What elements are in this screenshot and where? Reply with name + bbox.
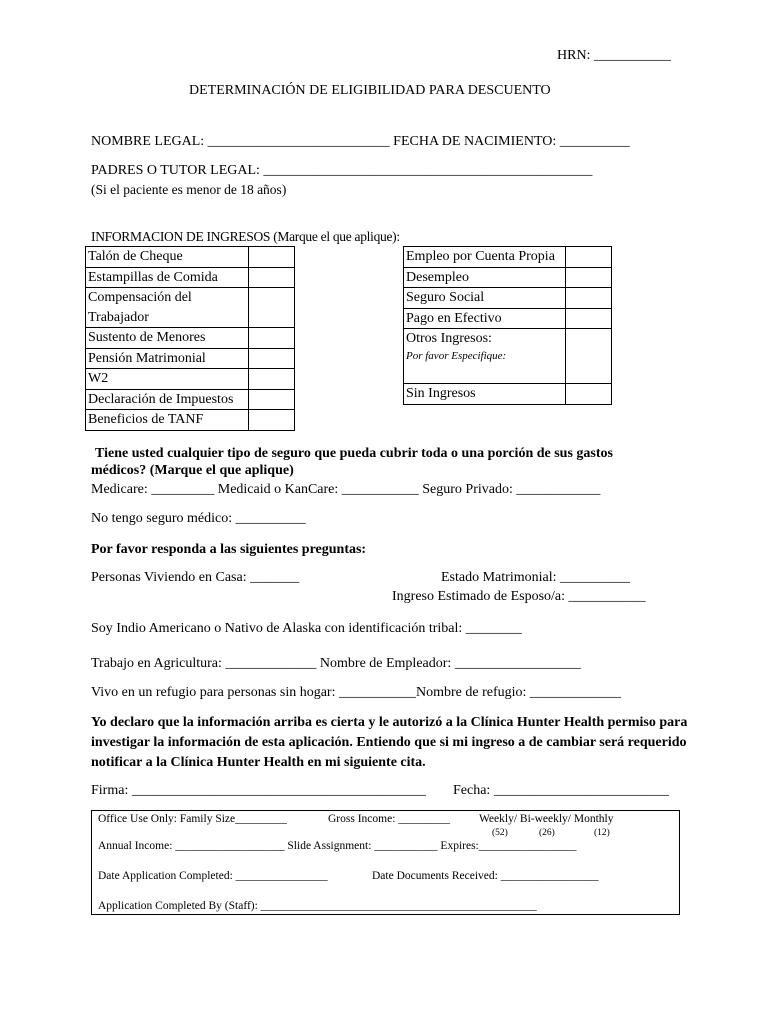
- income-table-left: [85, 246, 295, 431]
- income-row: [404, 267, 612, 288]
- income-row: [86, 288, 295, 328]
- declaration-text: Yo declaro que la información arriba es cierta y le autorizó a la Clínica Hunter Health permiso para investigar la información de esta aplicación. Entiendo que si mi ingreso a de cambiar será requerido notificar a la Clínica Hunter Health en mi siguiente cita.: [91, 715, 688, 770]
- date-completed-line[interactable]: Date Application Completed: ________________: [98, 870, 328, 882]
- completed-by-line[interactable]: Application Completed By (Staff): ________________________________________________: [98, 900, 537, 912]
- income-label: Sustento de Menores: [86, 328, 249, 349]
- insurance-question-line2: médicos? (Marque el que aplique): [91, 463, 294, 478]
- income-label: W2: [86, 369, 249, 390]
- gross-income-line[interactable]: Gross Income: _________: [328, 813, 451, 825]
- income-label: Beneficios de TANF: [86, 410, 249, 431]
- income-row: [86, 247, 295, 268]
- insurance-options-line[interactable]: Medicare: _________ Medicaid o KanCare: ___________ Seguro Privado: ____________: [91, 482, 601, 497]
- income-checkbox[interactable]: [249, 389, 295, 410]
- income-checkbox[interactable]: [566, 384, 612, 405]
- firma-line[interactable]: Firma: __________________________________________: [91, 783, 426, 798]
- income-heading: INFORMACION DE INGRESOS (Marque el que aplique):: [91, 229, 400, 244]
- income-checkbox[interactable]: [249, 247, 295, 268]
- pay-frequency-label: Weekly/ Bi-weekly/ Monthly: [479, 813, 614, 825]
- nombre-legal-line[interactable]: NOMBRE LEGAL: __________________________ FECHA DE NACIMIENTO: __________: [91, 134, 630, 149]
- income-label: Otros Ingresos:: [406, 331, 492, 346]
- income-label: Pensión Matrimonial: [86, 348, 249, 369]
- income-label: Estampillas de Comida: [86, 267, 249, 288]
- estado-matrimonial-line[interactable]: Estado Matrimonial: __________: [441, 570, 630, 585]
- income-checkbox[interactable]: [249, 369, 295, 390]
- income-checkbox[interactable]: [566, 308, 612, 329]
- income-label: Declaración de Impuestos: [86, 389, 249, 410]
- income-row: [404, 247, 612, 268]
- income-label: Talón de Cheque: [86, 247, 249, 268]
- indio-americano-line[interactable]: Soy Indio Americano o Nativo de Alaska con identificación tribal: ________: [91, 621, 522, 636]
- refugio-line[interactable]: Vivo en un refugio para personas sin hogar: ___________Nombre de refugio: _____________: [91, 685, 621, 700]
- income-label: Compensación del Trabajador: [86, 288, 249, 328]
- questions-heading: Por favor responda a las siguientes preguntas:: [91, 542, 367, 557]
- annual-income-line[interactable]: Annual Income: ___________________ Slide Assignment: ___________ Expires:_________________: [98, 840, 577, 852]
- income-label: Desempleo: [404, 267, 566, 288]
- family-size-line[interactable]: Office Use Only: Family Size_________: [98, 813, 287, 825]
- income-row: [86, 410, 295, 431]
- income-row: [404, 288, 612, 309]
- otros-ingresos-cell: [404, 329, 566, 384]
- biweekly-count: (26): [539, 828, 555, 838]
- agricultura-line[interactable]: Trabajo en Agricultura: _____________ Nombre de Empleador: __________________: [91, 656, 581, 671]
- personas-line[interactable]: Personas Viviendo en Casa: _______: [91, 570, 300, 585]
- date-documents-line[interactable]: Date Documents Received: _________________: [372, 870, 599, 882]
- income-label: Sin Ingresos: [404, 384, 566, 405]
- income-checkbox[interactable]: [249, 348, 295, 369]
- income-row: [404, 329, 612, 384]
- income-checkbox[interactable]: [249, 288, 295, 328]
- income-row: [86, 328, 295, 349]
- income-checkbox[interactable]: [249, 328, 295, 349]
- fecha-line[interactable]: Fecha: _________________________: [453, 783, 669, 798]
- weekly-count: (52): [492, 828, 508, 838]
- no-insurance-line[interactable]: No tengo seguro médico: __________: [91, 511, 306, 526]
- income-checkbox[interactable]: [249, 410, 295, 431]
- income-row: [86, 267, 295, 288]
- income-label: Pago en Efectivo: [404, 308, 566, 329]
- income-row: [86, 348, 295, 369]
- income-row: [86, 389, 295, 410]
- income-row: [404, 308, 612, 329]
- insurance-question-line1: Tiene usted cualquier tipo de seguro que pueda cubrir toda o una porción de sus gastos: [95, 446, 613, 461]
- income-checkbox[interactable]: [566, 329, 612, 384]
- income-checkbox[interactable]: [566, 267, 612, 288]
- income-table-right: [403, 246, 612, 405]
- income-row: [404, 384, 612, 405]
- padres-note: (Si el paciente es menor de 18 años): [91, 182, 287, 197]
- hrn-field[interactable]: HRN: ___________: [557, 48, 671, 63]
- form-title: DETERMINACIÓN DE ELIGIBILIDAD PARA DESCUENTO: [189, 83, 551, 98]
- padres-tutor-line[interactable]: PADRES O TUTOR LEGAL: _______________________________________________: [91, 163, 593, 178]
- income-label: Seguro Social: [404, 288, 566, 309]
- specify-label: Por favor Especifique:: [406, 349, 507, 362]
- income-checkbox[interactable]: [566, 288, 612, 309]
- income-row: [86, 369, 295, 390]
- income-checkbox[interactable]: [249, 267, 295, 288]
- ingreso-esposo-line[interactable]: Ingreso Estimado de Esposo/a: ___________: [392, 589, 646, 604]
- income-checkbox[interactable]: [566, 247, 612, 268]
- monthly-count: (12): [594, 828, 610, 838]
- income-label: Empleo por Cuenta Propia: [404, 247, 566, 268]
